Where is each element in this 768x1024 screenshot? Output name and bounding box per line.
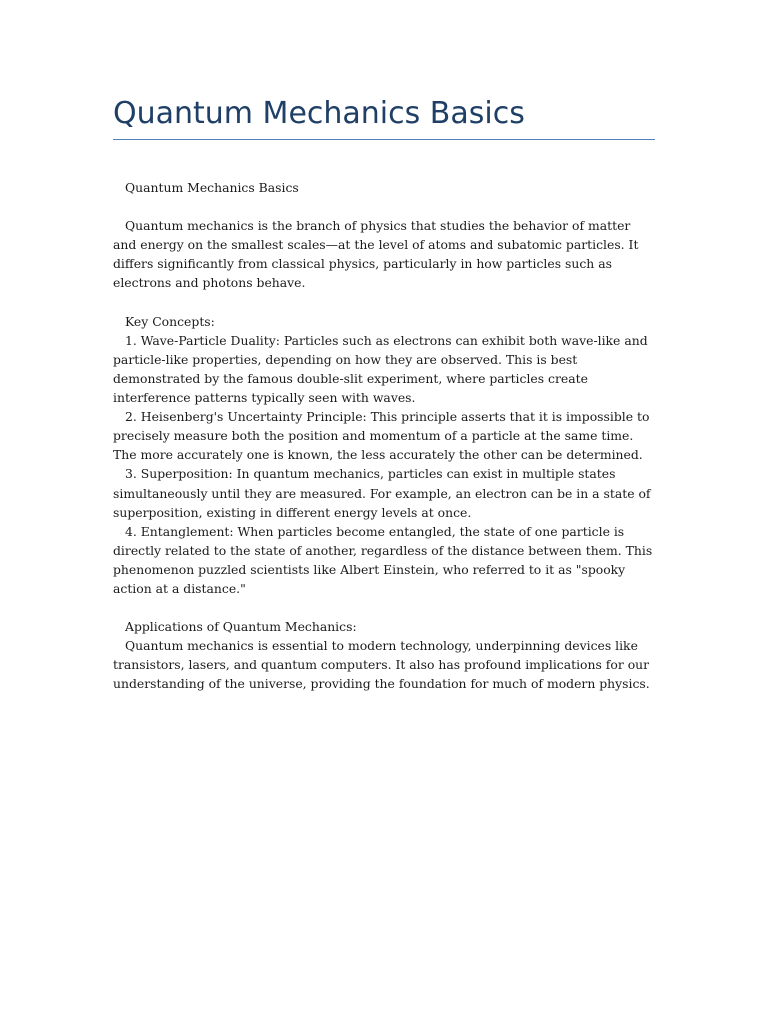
- concept-superposition: 3. Superposition: In quantum mechanics, particles can exist in multiple states simultaneously until they are measured. For example, an electron can be in a state of superposition, existing in different energy levels at once.: [113, 466, 651, 520]
- blank-line: [113, 293, 655, 312]
- applications-paragraph: Quantum mechanics is essential to modern technology, underpinning devices like transistors, lasers, and quantum computers. It also has profound implications for our understanding of the universe, providing the foundation for much of modern physics.: [113, 638, 650, 692]
- applications-heading: Applications of Quantum Mechanics:: [125, 619, 357, 635]
- concept-wave-particle-duality: 1. Wave-Particle Duality: Particles such as electrons can exhibit both wave-like and particle-like properties, depending on how they are observed. This is best demonstrated by the famous double-slit experiment, where particles create interference patterns typically seen with waves.: [113, 332, 648, 406]
- concept-uncertainty-principle: 2. Heisenberg's Uncertainty Principle: This principle asserts that it is impossible to precisely measure both the position and momentum of a particle at the same time. The more accurately one is known, the less accurately the other can be determined.: [113, 409, 650, 463]
- title-underline: [113, 139, 655, 140]
- concept-entanglement: 4. Entanglement: When particles become entangled, the state of one particle is directly related to the state of another, regardless of the distance between them. This phenomenon puzzled scientists like Albert Einstein, who referred to it as "spooky action at a distance.": [113, 523, 653, 596]
- blank-line: [113, 197, 655, 216]
- document-title: Quantum Mechanics Basics: [113, 96, 525, 131]
- document-body: [113, 178, 655, 694]
- blank-line: [113, 598, 655, 617]
- body-heading: Quantum Mechanics Basics: [125, 180, 299, 195]
- intro-paragraph: Quantum mechanics is the branch of physics that studies the behavior of matter and energy on the smallest scales—at the level of atoms and subatomic particles. It differs significantly from classical physics, particularly in how particles such as electrons and photons behave.: [113, 218, 639, 291]
- key-concepts-heading: Key Concepts:: [125, 313, 215, 329]
